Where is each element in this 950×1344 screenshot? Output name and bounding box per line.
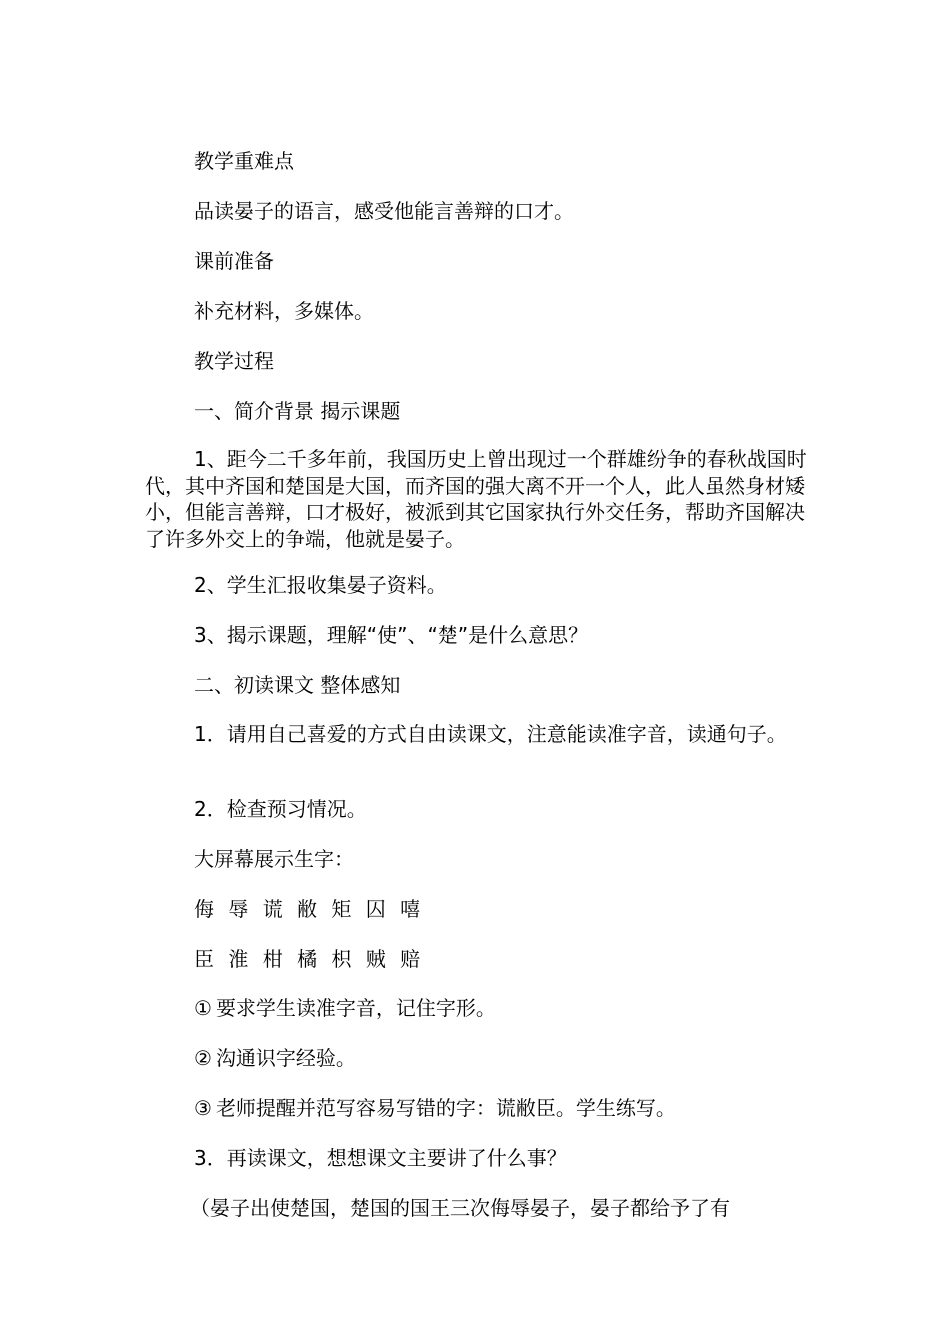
section-1-title: 一、简介背景 揭示课题 <box>194 399 401 423</box>
key-points-text: 品读晏子的语言，感受他能言善辩的口才。 <box>194 199 574 223</box>
section-1-item-1: 1、距今二千多年前，我国历史上曾出现过一个群雄纷争的春秋战国时代，其中齐国和楚国是大国，而齐国的强大离不开一个人，此人虽然身材矮小，但能言善辩，口才极好，被派到其它国家执行外交任务，帮助齐国解决了许多外交上的争端，他就是晏子。 <box>145 447 807 551</box>
sub-item-2-text: 沟通识字经验。 <box>215 1046 356 1070</box>
circled-number-3: ③ <box>194 1096 212 1120</box>
screen-intro: 大屏幕展示生字： <box>194 847 354 871</box>
heading-preparation: 课前准备 <box>194 249 274 273</box>
section-2-item-1: 1．请用自己喜爱的方式自由读课文，注意能读准字音，读通句子。 <box>194 722 787 746</box>
section-2-item-2: 2．检查预习情况。 <box>194 797 367 821</box>
section-1-item-2: 2、学生汇报收集晏子资料。 <box>194 573 447 597</box>
section-2-item-3: 3．再读课文，想想课文主要讲了什么事？ <box>194 1146 567 1170</box>
character-row-2: 臣 淮 柑 橘 枳 贼 赔 <box>194 947 425 971</box>
summary-partial: （晏子出使楚国，楚国的国王三次侮辱晏子，晏子都给予了有 <box>190 1196 730 1220</box>
heading-teaching-process: 教学过程 <box>194 349 274 373</box>
sub-item-1 <box>194 995 496 1021</box>
sub-item-2 <box>194 1045 356 1071</box>
circled-number-1: ① <box>194 996 212 1020</box>
section-1-item-3: 3、揭示课题，理解“使”、“楚”是什么意思？ <box>194 623 589 647</box>
heading-key-points: 教学重难点 <box>194 149 294 173</box>
sub-item-3 <box>194 1095 676 1121</box>
preparation-text: 补充材料，多媒体。 <box>194 299 374 323</box>
circled-number-2: ② <box>194 1046 212 1070</box>
sub-item-1-text: 要求学生读准字音，记住字形。 <box>215 996 496 1020</box>
sub-item-3-text: 老师提醒并范写容易写错的字：谎敝臣。学生练写。 <box>215 1096 676 1120</box>
section-2-title: 二、初读课文 整体感知 <box>194 673 401 697</box>
character-row-1: 侮 辱 谎 敝 矩 囚 嘻 <box>194 897 425 921</box>
